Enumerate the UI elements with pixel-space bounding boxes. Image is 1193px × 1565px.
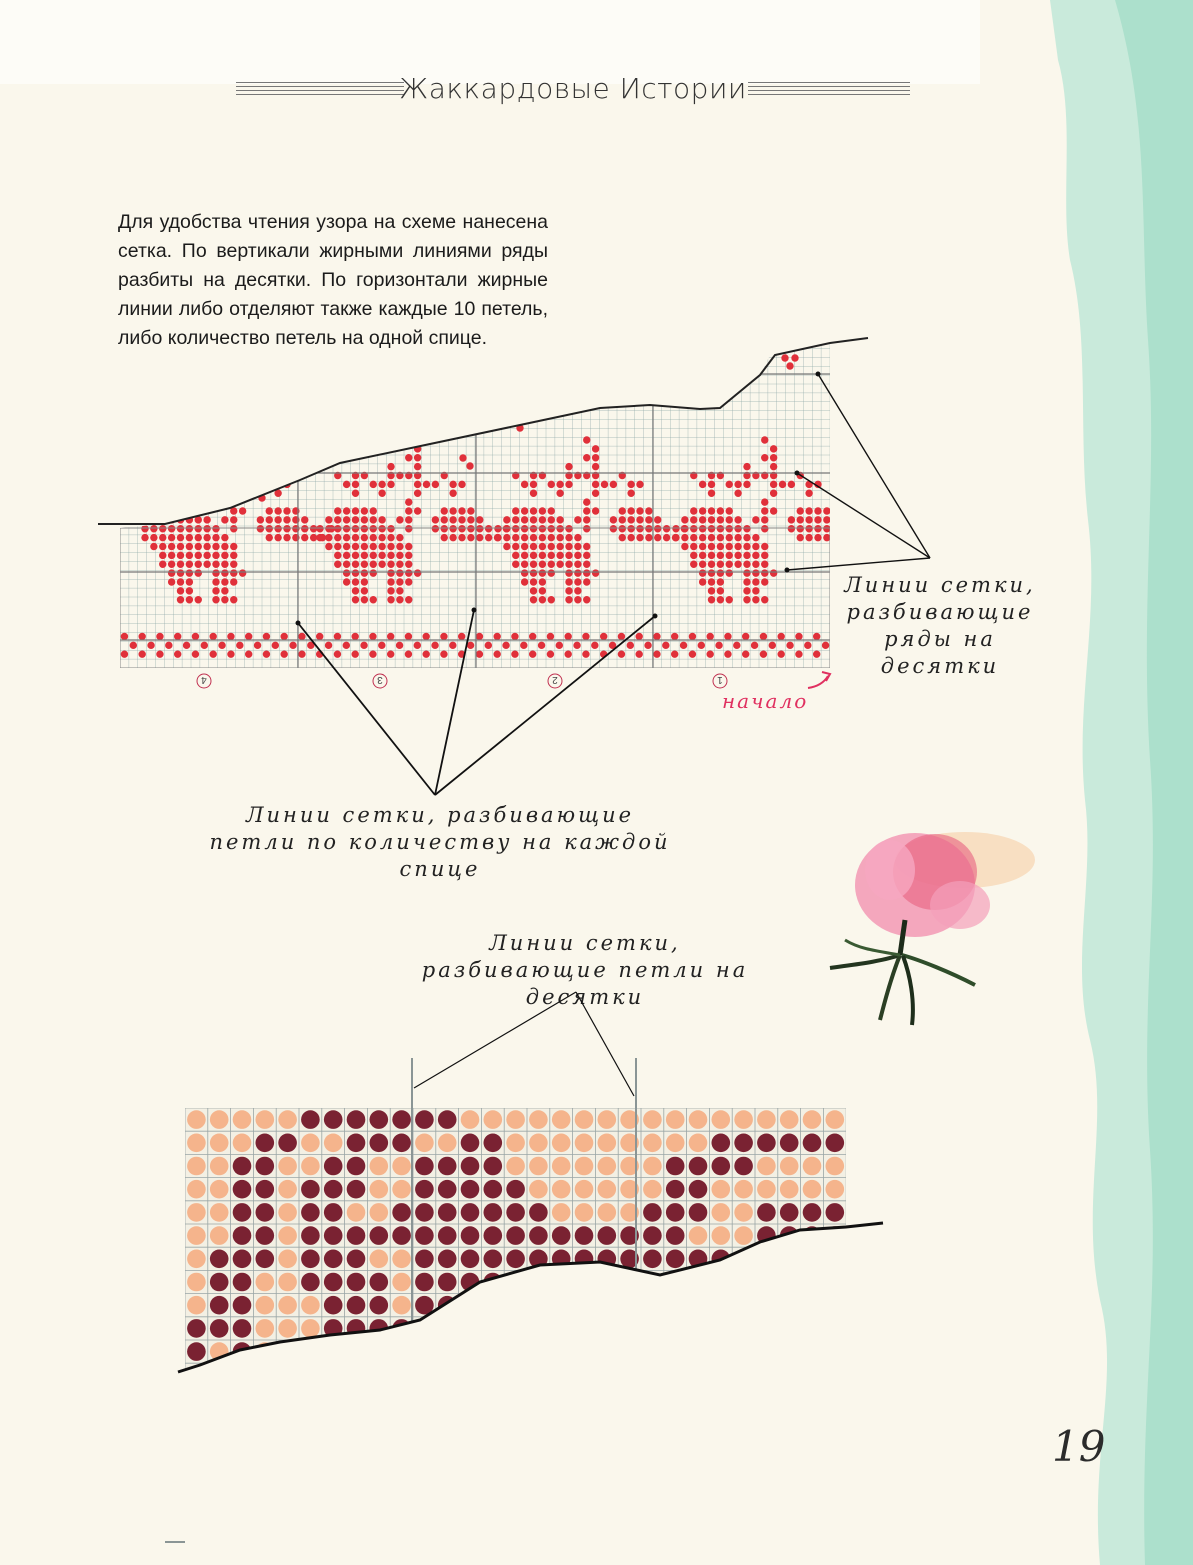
callout-needles-label: Линии сетки, разбивающие петли по количеству на каждой спице [209, 803, 671, 881]
callout-tens-label: Линии сетки, разбивающие петли на десятки [421, 931, 749, 1009]
intro-paragraph: Для удобства чтения узора на схеме нанесена сетка. По вертикали жирными линиями ряды разбиты на десятки. По горизонтали жирные линии либо отделяют также каждые 10 петель, либо количество петель на одной спице. [118, 211, 548, 349]
svg-text:4: 4 [201, 674, 207, 685]
start-label: начало [722, 689, 809, 713]
callout-rows-label: Линии сетки, разбивающие ряды на десятки [844, 573, 1036, 678]
page-header-title: Жаккардовые Истории [399, 72, 747, 105]
page-number: 19 [1052, 1422, 1106, 1471]
svg-text:1: 1 [717, 674, 723, 685]
svg-text:2: 2 [552, 674, 558, 685]
svg-text:3: 3 [377, 674, 383, 685]
